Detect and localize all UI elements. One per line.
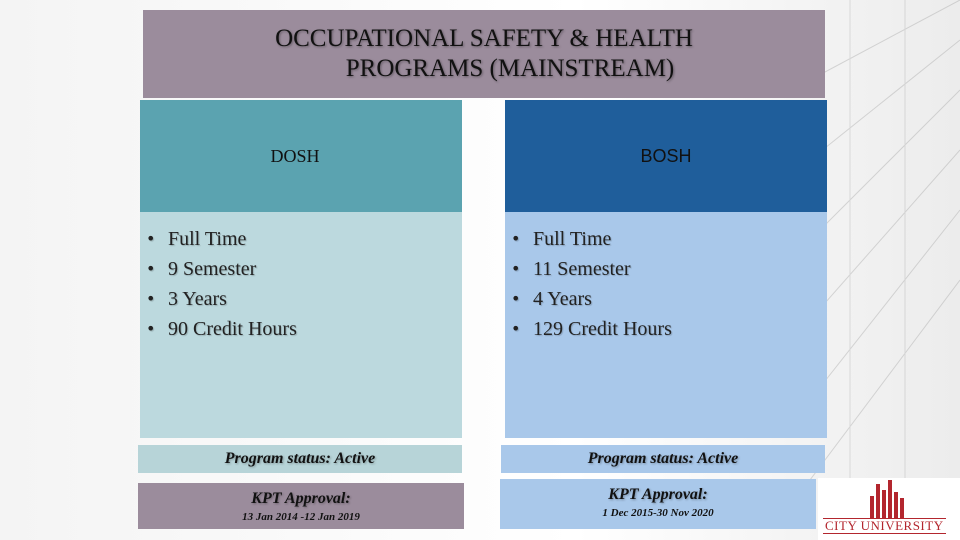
bosh-header-label: BOSH xyxy=(640,145,692,166)
list-item: • Full Time xyxy=(505,224,827,254)
list-item: • 3 Years xyxy=(140,284,462,314)
dosh-header-label: DOSH xyxy=(270,145,320,166)
city-university-logo xyxy=(818,478,960,540)
bosh-status: Program status: Active xyxy=(501,445,825,473)
bosh-kpt-label: KPT Approval: xyxy=(608,486,708,503)
dosh-details-list xyxy=(140,224,462,344)
title-line-1: OCCUPATIONAL SAFETY & HEALTH xyxy=(275,25,693,52)
title-line-2: PROGRAMS (MAINSTREAM) xyxy=(345,55,675,82)
dosh-status: Program status: Active xyxy=(138,445,462,473)
dosh-kpt-label: KPT Approval: xyxy=(251,490,351,507)
building-icon xyxy=(818,478,960,518)
list-item: • 4 Years xyxy=(505,284,827,314)
list-item: • Full Time xyxy=(140,224,462,254)
dosh-header xyxy=(140,100,462,212)
logo-text: CITY UNIVERSITY xyxy=(825,518,944,533)
list-item: • 11 Semester xyxy=(505,254,827,284)
bosh-header xyxy=(505,100,827,212)
bosh-details-list xyxy=(505,224,827,344)
dosh-details xyxy=(140,212,462,438)
bosh-kpt-dates: 1 Dec 2015-30 Nov 2020 xyxy=(602,507,714,519)
list-item: • 90 Credit Hours xyxy=(140,314,462,344)
list-item: • 129 Credit Hours xyxy=(505,314,827,344)
list-item: • 9 Semester xyxy=(140,254,462,284)
dosh-kpt-approval xyxy=(138,483,464,529)
background-lines xyxy=(810,0,960,540)
bosh-kpt-approval xyxy=(500,479,816,529)
slide-title xyxy=(143,10,825,98)
dosh-kpt-dates: 13 Jan 2014 -12 Jan 2019 xyxy=(242,511,360,523)
bosh-details xyxy=(505,212,827,438)
